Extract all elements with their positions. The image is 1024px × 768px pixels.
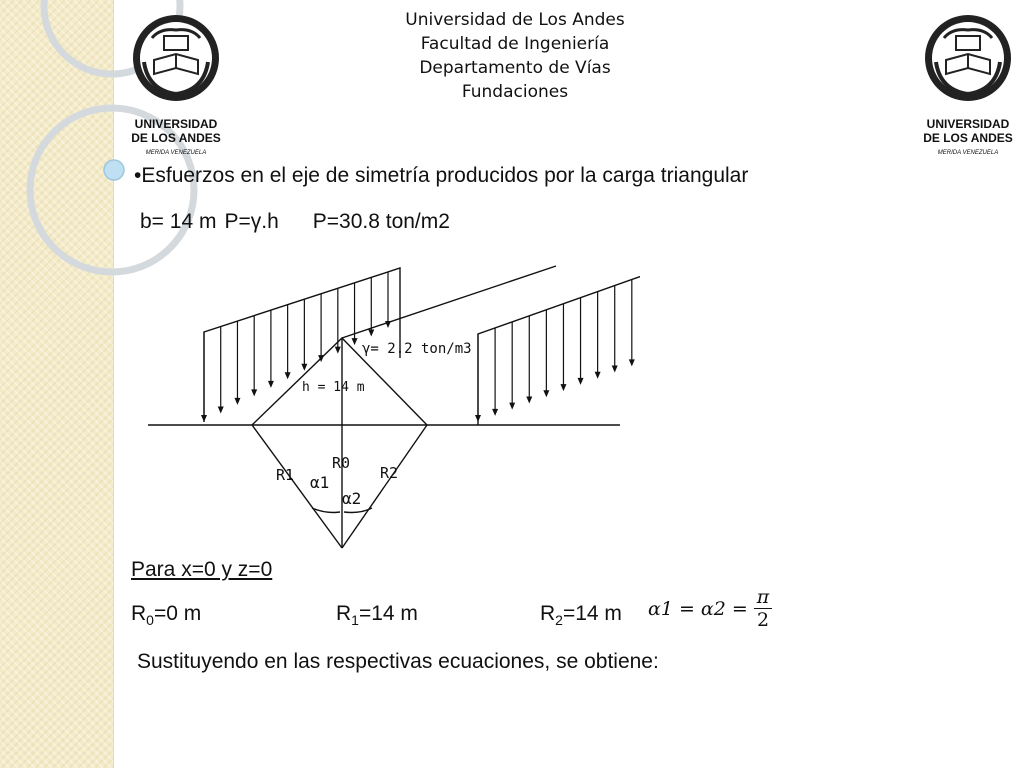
- course-name: Fundaciones: [461, 82, 569, 102]
- r0-value: $R_0=0$ m: [131, 602, 202, 629]
- conditions-line: Para x=0 y z=0: [131, 558, 273, 581]
- alpha-equation: [648, 586, 772, 631]
- right-load-arrow-head: [509, 403, 515, 410]
- alpha1-label: α1: [310, 473, 330, 492]
- left-load-arrow-head: [218, 406, 224, 413]
- faculty-name: Facultad de Ingeniería: [420, 34, 610, 54]
- logo-name-line1: UNIVERSIDAD: [926, 117, 1010, 131]
- p-value: P=30.8 ton/m2: [312, 210, 450, 233]
- r2-label: R2: [380, 464, 399, 482]
- triangular-load-diagram: [140, 258, 640, 558]
- university-logo-left: [130, 10, 222, 158]
- b-value: b= 14 m: [140, 210, 217, 233]
- alpha2-label: α2: [342, 489, 362, 508]
- p-formula: P=γ.h: [224, 210, 279, 233]
- right-load-arrow-head: [543, 390, 549, 397]
- equation-denominator: 2: [757, 609, 770, 631]
- left-load-arrow-head: [335, 347, 341, 354]
- bullet-title: •Esfuerzos en el eje de simetría producidos por la carga triangular: [134, 164, 749, 187]
- parameters-line: [140, 210, 450, 234]
- left-load-arrow-head: [201, 415, 207, 422]
- left-load-arrow-head: [301, 364, 307, 371]
- substitution-line: Sustituyendo en las respectivas ecuaciones, se obtiene:: [137, 650, 659, 673]
- left-load-arrow-head: [234, 398, 240, 405]
- decorative-dot: [104, 160, 124, 180]
- department-name: Departamento de Vías: [419, 58, 611, 78]
- right-load-arrow-head: [612, 366, 618, 373]
- right-load-arrow-head: [492, 409, 498, 416]
- logo-name-line1: UNIVERSIDAD: [134, 117, 218, 131]
- logo-name-line2: DE LOS ANDES: [923, 131, 1013, 145]
- right-load-outline: [478, 266, 640, 425]
- right-load-arrows: [475, 268, 640, 422]
- logo-location: MERIDA VENEZUELA: [937, 150, 999, 156]
- left-load-arrow-head: [385, 321, 391, 328]
- left-load-arrow-head: [352, 338, 358, 345]
- right-load-arrow-head: [595, 372, 601, 379]
- pi-over-two: [754, 586, 773, 631]
- r2-line: [342, 425, 427, 548]
- left-load-arrow-head: [268, 381, 274, 388]
- slide-header: [300, 8, 730, 104]
- right-load-arrow-head: [578, 378, 584, 385]
- right-load-arrow-head: [560, 384, 566, 391]
- r1-label: R1: [276, 466, 295, 484]
- right-load-arrow-head: [475, 415, 481, 422]
- equation-lhs: α1 = α2 =: [648, 597, 748, 620]
- university-logo-right: [922, 10, 1014, 158]
- right-load-arrow-head: [629, 359, 635, 366]
- left-load-arrow-head: [368, 330, 374, 337]
- r0-label: R0: [332, 454, 351, 472]
- logo-name-line2: DE LOS ANDES: [131, 131, 221, 145]
- r1-value: $R_1=14$ m: [336, 602, 418, 629]
- university-name: Universidad de Los Andes: [405, 10, 625, 30]
- right-load-arrow-head: [526, 396, 532, 403]
- left-load-arrow-head: [285, 372, 291, 379]
- r2-value: $R_2=14$ m: [540, 602, 622, 629]
- equation-numerator: π: [754, 586, 773, 609]
- gamma-label: γ= 2.2 ton/m3: [362, 341, 472, 357]
- left-load-arrow-head: [251, 389, 257, 396]
- h-label: h = 14 m: [302, 380, 365, 395]
- logo-location: MERIDA VENEZUELA: [145, 150, 207, 156]
